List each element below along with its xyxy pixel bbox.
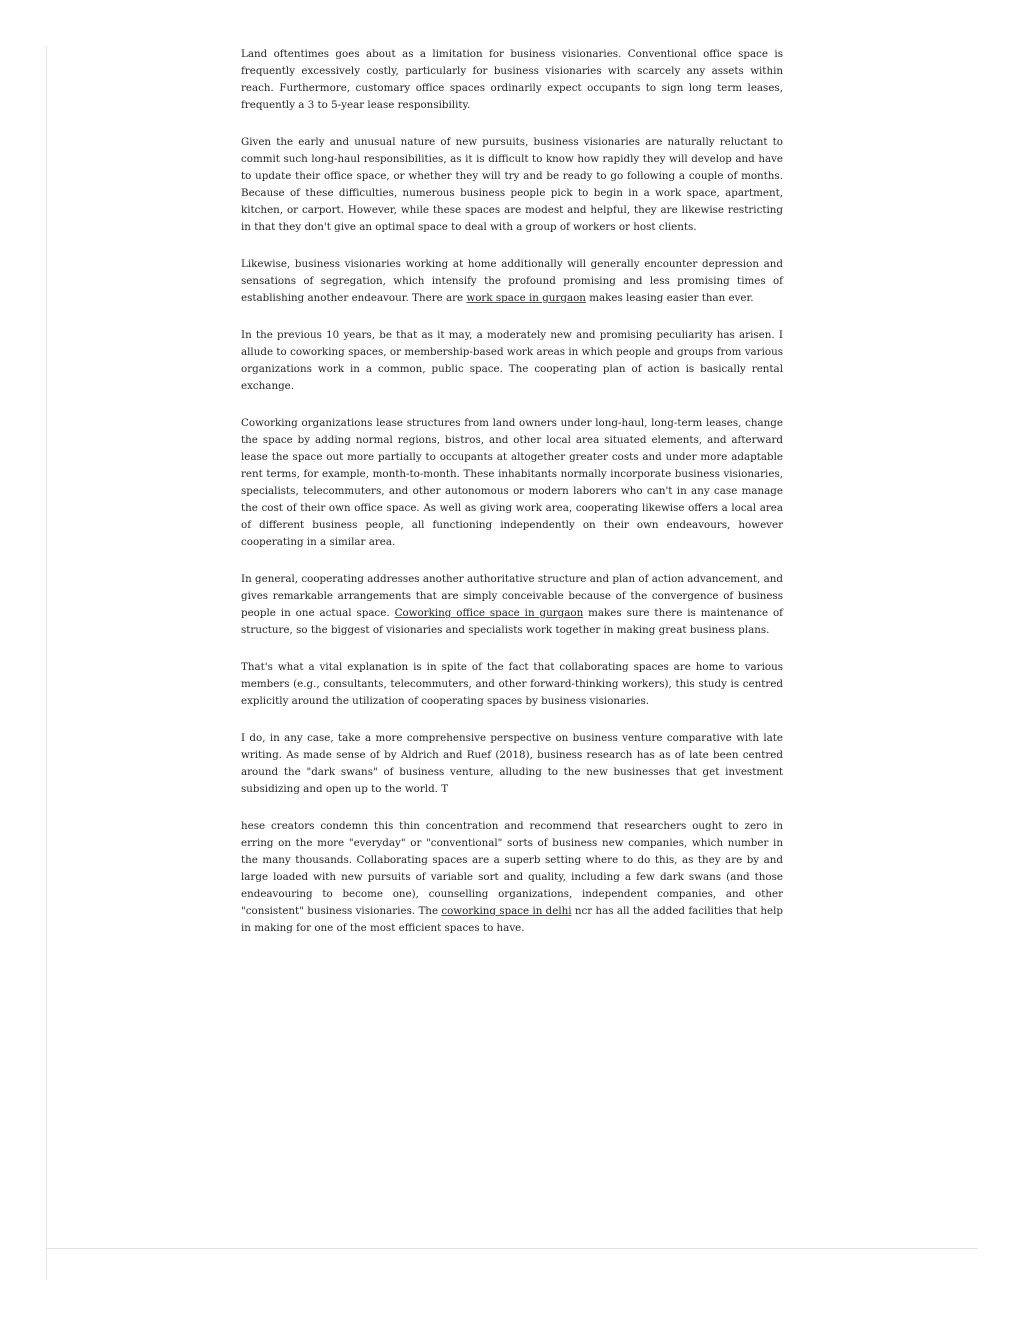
paragraph-1: Land oftentimes goes about as a limitation for business visionaries. Conventional office space is frequently excessively costly, particularly for business visionaries with scarcely any assets within reach. Furthermore, customary office spaces ordinarily expect occupants to sign long term leases, frequently a 3 to 5-year lease responsibility. bbox=[241, 48, 783, 111]
paragraph-2: Given the early and unusual nature of new pursuits, business visionaries are naturally reluctant to commit such long-haul responsibilities, as it is difficult to know how rapidly they will develop and have to update their office space, or whether they will try and be ready to go following a couple of months. Because of these difficulties, numerous business people pick to begin in a work space, apartment, kitchen, or carport. However, while these spaces are modest and helpful, they are likewise restricting in that they don't give an optimal space to deal with a group of workers or host clients. bbox=[241, 136, 783, 233]
paragraph-3 bbox=[241, 256, 783, 307]
coworking-office-gurgaon-link[interactable]: Coworking office space in gurgaon bbox=[394, 607, 584, 619]
paragraph-3-text-before: Likewise, business visionaries working at home additionally will generally encounter depression and sensations of segregation, which intensify the profound promising and less promising times of establishing another endeavour. There are bbox=[241, 258, 783, 304]
paragraph-9-text-before: hese creators condemn this thin concentration and recommend that researchers ought to zero in erring on the more "everyday" or "conventional" sorts of business new companies, which number in the many thousands. Collaborating spaces are a superb setting where to do this, as they are by and large loaded with new pursuits of variable sort and quality, including a few dark swans (and those endeavouring to become one), counselling organizations, independent companies, and other "consistent" business visionaries. The bbox=[241, 820, 783, 917]
article-body bbox=[241, 46, 783, 957]
paragraph-8: I do, in any case, take a more comprehensive perspective on business venture comparative with late writing. As made sense of by Aldrich and Ruef (2018), business research has as of late been centred around the "dark swans" of business venture, alluding to the new businesses that get investment subsidizing and open up to the world. T bbox=[241, 732, 783, 795]
paragraph-6 bbox=[241, 571, 783, 639]
paragraph-4: In the previous 10 years, be that as it may, a moderately new and promising peculiarity has arisen. I allude to coworking spaces, or membership-based work areas in which people and groups from various organizations work in a common, public space. The cooperating plan of action is basically rental exchange. bbox=[241, 329, 783, 392]
paragraph-5: Coworking organizations lease structures from land owners under long-haul, long-term leases, change the space by adding normal regions, bistros, and other local area situated elements, and afterward lease the space out more partially to occupants at altogether greater costs and under more adaptable rent terms, for example, month-to-month. These inhabitants normally incorporate business visionaries, specialists, telecommuters, and other autonomous or modern laborers who can't in any case manage the cost of their own office space. As well as giving work area, cooperating likewise offers a local area of different business people, all functioning independently on their own endeavours, however cooperating in a similar area. bbox=[241, 417, 783, 548]
coworking-space-delhi-link[interactable]: coworking space in delhi bbox=[441, 905, 572, 917]
paragraph-6-text-before: In general, cooperating addresses another authoritative structure and plan of action advancement, and gives remarkable arrangements that are simply conceivable because of the convergence of business people in one actual space. bbox=[241, 573, 783, 619]
paragraph-7: That's what a vital explanation is in spite of the fact that collaborating spaces are home to various members (e.g., consultants, telecommuters, and other forward-thinking workers), this study is centred explicitly around the utilization of cooperating spaces by business visionaries. bbox=[241, 661, 783, 707]
paragraph-3-text-after: makes leasing easier than ever. bbox=[585, 292, 754, 304]
paragraph-6-text-after: makes sure there is maintenance of structure, so the biggest of visionaries and specialists work together in making great business plans. bbox=[241, 607, 783, 636]
paragraph-9-text-after: ncr has all the added facilities that help in making for one of the most efficient spaces to have. bbox=[241, 905, 783, 934]
page-left-border bbox=[46, 46, 47, 1280]
paragraph-9 bbox=[241, 818, 783, 937]
page-bottom-border bbox=[46, 1248, 978, 1249]
work-space-gurgaon-link[interactable]: work space in gurgaon bbox=[466, 292, 586, 304]
